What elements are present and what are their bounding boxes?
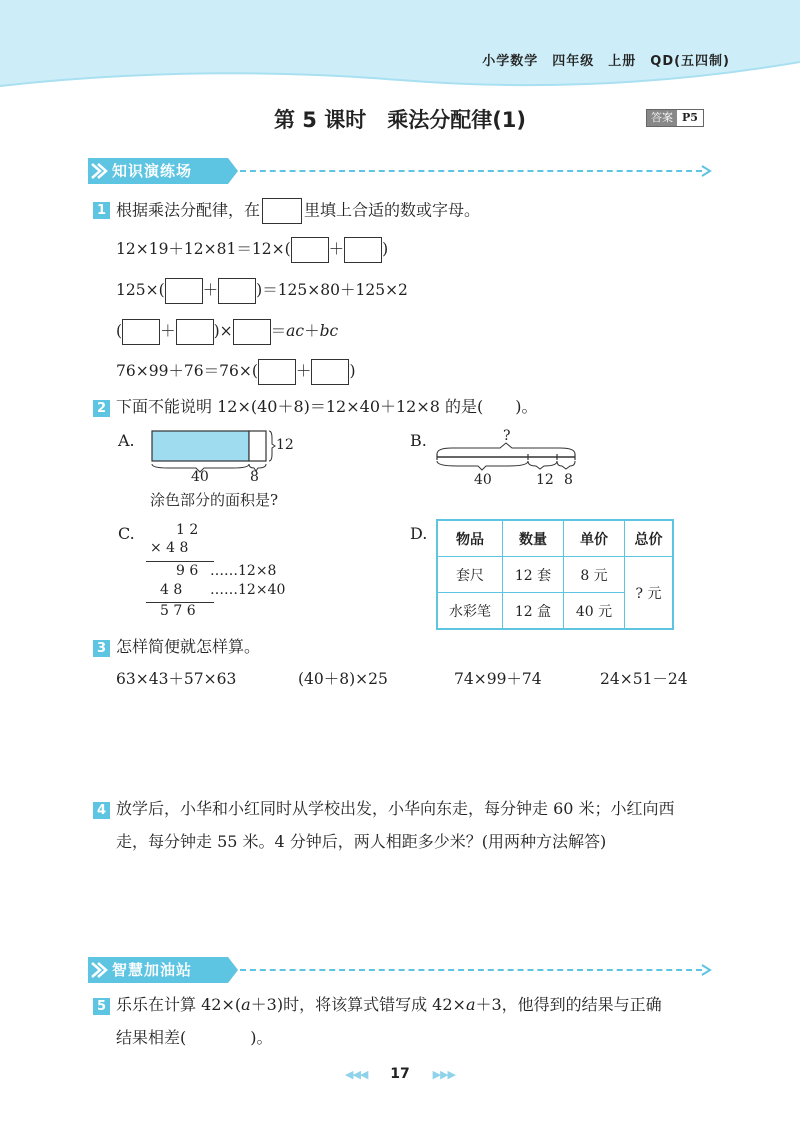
q3-expr-4: 24×51－24 <box>600 670 688 688</box>
q3-expr-1: 63×43＋57×63 <box>116 670 237 688</box>
prev-page-icon: ◀◀◀ <box>344 1068 368 1081</box>
option-a-width-8: 8 <box>250 469 259 485</box>
answer-page: P5 <box>682 111 698 124</box>
q1-line-2: 125×( ＋ )＝125×80＋125×2 <box>116 278 408 304</box>
chevron-right-icon <box>700 165 712 177</box>
price-table <box>436 519 674 630</box>
answer-box[interactable] <box>311 359 349 385</box>
banner-dashed-line <box>240 170 702 172</box>
page-title: 第 5 课时 乘法分配律(1) <box>273 108 527 132</box>
q2-prompt: 下面不能说明 12×(40＋8)＝12×40＋12×8 的是( )。 <box>116 397 538 416</box>
option-c-label[interactable]: C. <box>118 524 135 543</box>
answer-box[interactable] <box>218 278 256 304</box>
q1-line-1: 12×19＋12×81＝12×( ＋ ) <box>116 237 388 263</box>
answer-reference[interactable] <box>646 109 704 127</box>
answer-box[interactable] <box>176 319 214 345</box>
table-cell: 12 套 <box>503 557 564 593</box>
table-header: 总价 <box>625 520 674 557</box>
calc-row-2: × 4 8 <box>150 540 189 556</box>
table-cell: 12 盒 <box>503 593 564 630</box>
option-a-height: 12 <box>276 437 294 453</box>
book-info: 小学数学 四年级 上册 QD(五四制) <box>482 54 730 69</box>
question-number-4: 4 <box>93 802 110 819</box>
q3-prompt: 怎样简便就怎样算。 <box>116 637 261 656</box>
q3-expr-3: 74×99＋74 <box>454 670 542 688</box>
calc-row-3: 9 6 <box>176 563 199 579</box>
question-number-1: 1 <box>93 202 110 219</box>
option-a-label[interactable]: A. <box>118 431 135 450</box>
table-header: 数量 <box>503 520 564 557</box>
section-title-challenge: 智慧加油站 <box>112 961 193 979</box>
question-number-3: 3 <box>93 640 110 657</box>
q4-line-2: 走，每分钟走 55 米。4 分钟后，两人相距多少米？(用两种方法解答) <box>116 832 607 851</box>
table-header: 单价 <box>564 520 625 557</box>
q4-line-1: 放学后，小华和小红同时从学校出发，小华向东走，每分钟走 60 米；小红向西 <box>116 799 675 818</box>
answer-box[interactable] <box>344 237 382 263</box>
calc-note-3: ……12×8 <box>210 563 277 579</box>
answer-box[interactable] <box>122 319 160 345</box>
example-box <box>262 198 302 224</box>
option-a-width-40: 40 <box>191 469 209 485</box>
section-banner-practice <box>88 158 718 184</box>
q1-prompt: 根据乘法分配律，在 里填上合适的数或字母。 <box>116 198 480 224</box>
header-band <box>0 0 800 90</box>
option-d-label[interactable]: D. <box>410 524 428 543</box>
page-number: 17 <box>390 1066 410 1082</box>
option-b-diagram <box>432 440 582 480</box>
table-header: 物品 <box>437 520 503 557</box>
q4-answer-area[interactable] <box>110 860 710 950</box>
answer-box[interactable] <box>291 237 329 263</box>
q5-line-2: 结果相差( )。 <box>116 1028 273 1047</box>
option-b-label[interactable]: B. <box>410 431 427 450</box>
page-footer <box>0 1066 800 1082</box>
option-a-caption: 涂色部分的面积是? <box>150 491 279 509</box>
calc-row-1: 1 2 <box>176 522 199 538</box>
table-header-row <box>437 520 673 557</box>
option-b-12: 12 <box>536 472 554 488</box>
option-b-40: 40 <box>474 472 492 488</box>
answer-label: 答案 <box>647 110 677 126</box>
calc-rule-1 <box>146 561 214 562</box>
option-c-vertical-calc <box>140 522 310 622</box>
table-cell: 40 元 <box>564 593 625 630</box>
answer-box[interactable] <box>233 319 271 345</box>
option-b-8: 8 <box>564 472 573 488</box>
q5-line-1: 乐乐在计算 42×(a＋3)时，将该算式错写成 42×a＋3，他得到的结果与正确 <box>116 995 662 1014</box>
table-cell: 水彩笔 <box>437 593 503 630</box>
q1-line-3: ( ＋ )× ＝ac＋bc <box>116 319 338 345</box>
calc-note-4: ……12×40 <box>210 582 286 598</box>
answer-box[interactable] <box>165 278 203 304</box>
option-b-question: ? <box>503 428 511 444</box>
banner-dashed-line <box>240 969 702 971</box>
calc-row-5: 5 7 6 <box>160 603 196 619</box>
section-banner-challenge <box>88 957 718 983</box>
calc-row-4: 4 8 <box>160 582 183 598</box>
table-cell-total: ? 元 <box>625 557 674 630</box>
answer-box[interactable] <box>258 359 296 385</box>
question-number-2: 2 <box>93 400 110 417</box>
question-number-5: 5 <box>93 998 110 1015</box>
table-cell: 套尺 <box>437 557 503 593</box>
q1-line-4: 76×99＋76＝76×( ＋ ) <box>116 359 356 385</box>
section-title-practice: 知识演练场 <box>112 162 193 180</box>
table-row <box>437 557 673 593</box>
table-cell: 8 元 <box>564 557 625 593</box>
next-page-icon: ▶▶▶ <box>432 1068 455 1081</box>
q3-answer-area[interactable] <box>110 696 710 792</box>
q3-expr-2: (40＋8)×25 <box>298 670 388 688</box>
chevron-right-icon <box>700 964 712 976</box>
